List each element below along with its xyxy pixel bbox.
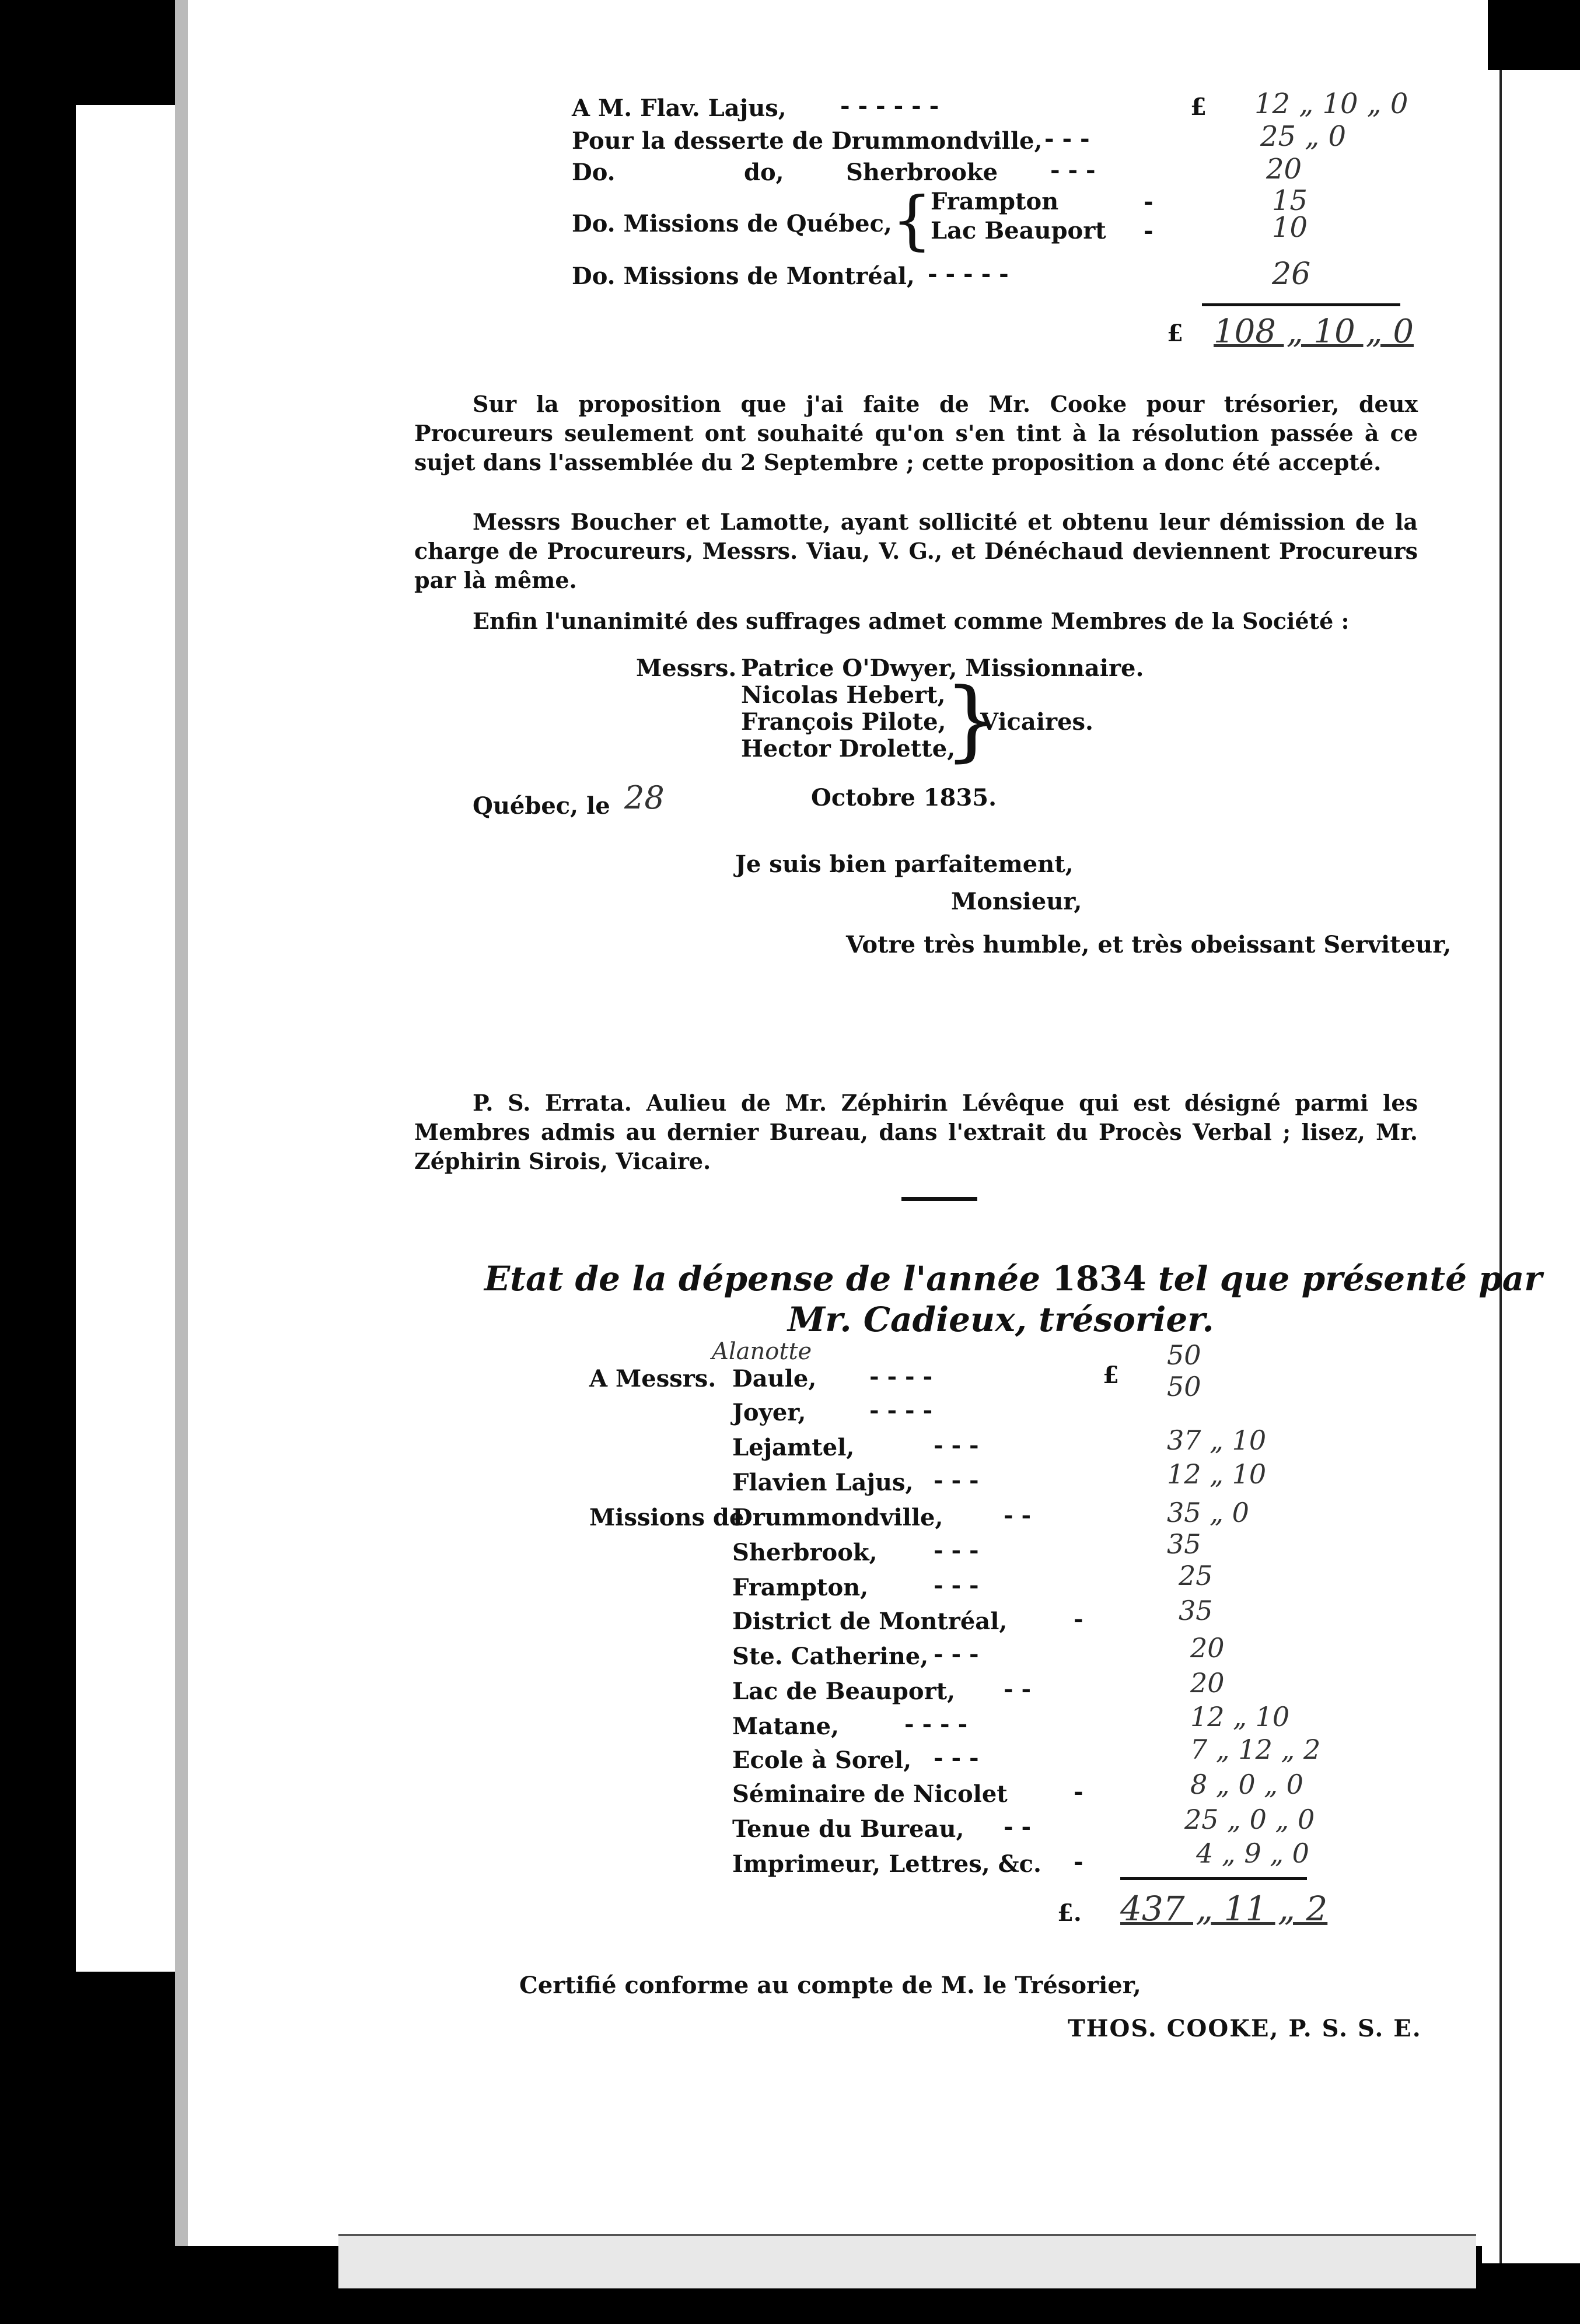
leader-dots: - - - - [904, 1710, 968, 1738]
brace-symbol: } [944, 670, 1000, 771]
leader-dots: - - [1004, 1675, 1032, 1703]
leader-dots: - - - - [869, 1363, 933, 1390]
handwritten-amount: 50 [1167, 1371, 1201, 1402]
expense-label: Tenue du Bureau, [732, 1815, 964, 1843]
leader-dots: - [1074, 1605, 1083, 1633]
handwritten-amount: 20 [1266, 153, 1302, 186]
sum-rule [1202, 303, 1400, 306]
currency-symbol: £ [1103, 1362, 1119, 1389]
expense-title [484, 1259, 1542, 1298]
member-missionary: Patrice O'Dwyer, Missionnaire. [741, 654, 1144, 682]
expense-label: Flavien Lajus, [732, 1469, 914, 1496]
page-stack-bottom [338, 2234, 1476, 2288]
leader-dots: - [1074, 1848, 1083, 1875]
leader-dots: - - - [934, 1572, 979, 1599]
leader-dots: - - - [1044, 125, 1090, 152]
leader-dots: - - - - [869, 1396, 933, 1424]
page-edge-shadow [175, 0, 188, 2246]
leader-dots: - - - - - - [840, 92, 939, 120]
member-vicaire: Nicolas Hebert, [741, 681, 946, 709]
expense-label: District de Montréal, [732, 1608, 1008, 1635]
expense-prefix: A Messrs. [589, 1365, 716, 1392]
certification-text: Certifié conforme au compte de M. le Trésorier, [519, 1972, 1141, 1999]
sum-rule [1120, 1877, 1307, 1880]
leader-dots: - - - - - [928, 260, 1009, 288]
handwritten-amount: 10 [1272, 211, 1308, 244]
closing-line: Je suis bien parfaitement, [735, 850, 1074, 878]
members-prefix: Messrs. [636, 654, 737, 682]
postscript-errata: P. S. Errata. Aulieu de Mr. Zéphirin Lévêque qui est désigné parmi les Membres admis au dernier Bureau, dans l'extrait du Procès Verbal ; lisez, Mr. Zéphirin Sirois, Vicaire. [414, 1090, 1418, 1174]
handwritten-amount: 12 „ 10 [1190, 1701, 1290, 1732]
paragraph-procureurs: Messrs Boucher et Lamotte, ayant sollicité et obtenu leur démission de la charge de Procureurs, Messrs. Viau, V. G., et Dénéchaud deviennent Procureurs par là même. [414, 509, 1418, 593]
expense-label: Imprimeur, Lettres, &c. [732, 1850, 1041, 1878]
handwritten-day: 28 [624, 779, 665, 816]
handwritten-amount: 35 „ 0 [1167, 1497, 1249, 1528]
background-sheet-right [1482, 70, 1580, 2263]
handwritten-amount: 15 [1272, 184, 1308, 217]
handwritten-note: Alanotte [712, 1338, 812, 1365]
handwritten-amount: 7 „ 12 „ 2 [1190, 1734, 1321, 1765]
member-vicaire: Hector Drolette, [741, 735, 956, 762]
handwritten-amount: 25 [1179, 1560, 1213, 1591]
expense-title-year: 1834 [1052, 1259, 1146, 1298]
expense-label: Lejamtel, [732, 1434, 855, 1461]
document-page [175, 0, 1542, 2246]
expense-prefix: Missions de [589, 1504, 744, 1531]
leader-dots: - - [1004, 1502, 1032, 1529]
handwritten-amount: 12 „ 10 „ 0 [1254, 88, 1408, 120]
leader-dots: - [1074, 1778, 1083, 1805]
expense-label: Sherbrook, [732, 1539, 878, 1566]
paragraph-unanimity: Enfin l'unanimité des suffrages admet comme Membres de la Société : [473, 608, 1350, 634]
leader-dots: - - [1004, 1813, 1032, 1840]
expense-title-line2: Mr. Cadieux, trésorier. [788, 1300, 1214, 1339]
total-currency: £. [1057, 1899, 1082, 1927]
expense-label: Lac de Beauport, [732, 1678, 956, 1705]
closing-place: Québec, le [473, 792, 610, 820]
currency-symbol: £ [1167, 320, 1183, 347]
account-row-label: Pour la desserte de Drummondville, [572, 127, 1043, 155]
handwritten-amount: 8 „ 0 „ 0 [1190, 1769, 1303, 1800]
leader-dots: - - - [1050, 156, 1096, 184]
expense-title-post: tel que présenté par [1158, 1259, 1542, 1298]
handwritten-amount: 26 [1272, 257, 1311, 292]
leader-dots: - - - [934, 1536, 979, 1564]
member-vicaire: François Pilote, [741, 708, 946, 736]
closing-date: Octobre 1835. [811, 784, 997, 811]
expense-label: Matane, [732, 1713, 840, 1740]
handwritten-amount: 4 „ 9 „ 0 [1196, 1838, 1309, 1869]
leader-dots: - - - [934, 1466, 979, 1494]
leader-dots: - - - [934, 1744, 979, 1772]
account-row-label: A M. Flav. Lajus, [572, 94, 786, 122]
account-row-label: Do. [572, 159, 616, 186]
expense-label: Drummondville, [732, 1504, 943, 1531]
expense-label: Ecole à Sorel, [732, 1746, 912, 1774]
handwritten-total: 437 „ 11 „ 2 [1120, 1889, 1328, 1929]
expense-label: Séminaire de Nicolet [732, 1780, 1008, 1808]
expense-label: Ste. Catherine, [732, 1643, 929, 1670]
expense-label: Joyer, [732, 1399, 806, 1426]
expense-label: Daule, [732, 1365, 817, 1392]
handwritten-amount: 35 [1167, 1528, 1201, 1560]
handwritten-total: 108 „ 10 „ 0 [1214, 313, 1414, 351]
handwritten-amount: 35 [1179, 1595, 1213, 1626]
account-row-label: Do. Missions de Québec, [572, 210, 892, 237]
vicaires-label: Vicaires. [980, 708, 1093, 736]
expense-label: Frampton, [732, 1574, 869, 1601]
paragraph-treasurer-proposal: Sur la proposition que j'ai faite de Mr. Cooke pour trésorier, deux Procureurs seulement ont souhaité qu'on s'en tint à la résolution passée à ce sujet dans l'assemblée du 2 Septembre ; cette proposition a donc été accepté. [414, 391, 1418, 475]
brace-symbol: { [892, 183, 932, 257]
currency-symbol: £ [1190, 93, 1207, 121]
expense-title-pre: Etat de la dépense de l'année [484, 1259, 1041, 1298]
handwritten-amount: 20 [1190, 1667, 1225, 1699]
handwritten-amount: 37 „ 10 [1167, 1424, 1267, 1456]
mission-sub-label: Lac Beauport [931, 217, 1106, 244]
section-divider [901, 1197, 977, 1201]
handwritten-amount: 50 [1167, 1339, 1201, 1371]
handwritten-amount: 25 „ 0 [1260, 120, 1346, 153]
handwritten-amount: 12 „ 10 [1167, 1458, 1267, 1490]
handwritten-amount: 25 „ 0 „ 0 [1184, 1804, 1315, 1835]
account-row-ditto: do, [744, 159, 784, 186]
leader-dots: - - - [934, 1432, 979, 1459]
signature: THOS. COOKE, P. S. S. E. [1068, 2015, 1422, 2042]
closing-line: Votre très humble, et très obeissant Serviteur, [846, 931, 1452, 958]
mission-sub-label: Frampton [931, 188, 1059, 215]
account-row-place: Sherbrooke [846, 159, 998, 186]
leader-dots: - [1144, 217, 1153, 244]
account-row-label: Do. Missions de Montréal, [572, 262, 915, 290]
handwritten-amount: 20 [1190, 1632, 1225, 1664]
closing-line: Monsieur, [951, 888, 1082, 915]
leader-dots: - [1144, 188, 1153, 215]
leader-dots: - - - [934, 1640, 979, 1668]
